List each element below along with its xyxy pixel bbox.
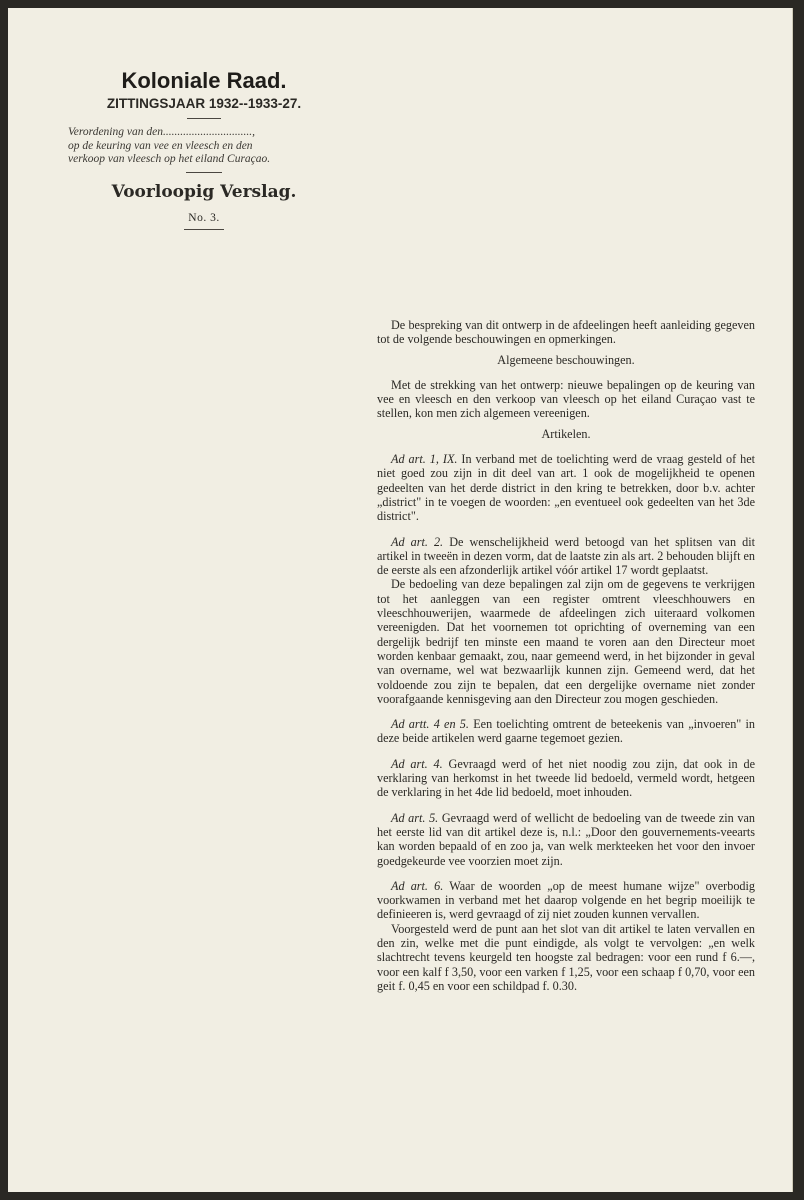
article-text: Waar de woorden „op de meest humane wijze" overbodig voorkwamen in verband met het daarop volgende en het begrip moeilijk te definieeren is, werd gevraagd of zij niet zouden kunnen vervallen. (377, 878, 755, 922)
article-paragraph (377, 879, 755, 922)
article-reference: Ad art. 4. (391, 756, 443, 771)
subject-line: verkoop van vleesch op het eiland Curaçao. (68, 153, 271, 165)
article-paragraph (377, 452, 755, 523)
divider (184, 229, 224, 230)
article-text: Een toelichting omtrent de beteekenis van „invoeren" in deze beide artikelen werd gaarne tegemoet gezien. (377, 717, 756, 746)
section-heading-articles: Artikelen. (541, 426, 591, 441)
divider (186, 172, 222, 173)
article-reference: Ad art. 5. (391, 810, 439, 825)
section-heading-general: Algemeene beschouwingen. (497, 352, 635, 367)
report-title: Voorloopig Verslag. (111, 181, 297, 202)
article-continuation: Voorgesteld werd de punt aan het slot van dit artikel te laten vervallen en den zin, welke met die punt eindigde, als volgt te vervolgen: „en welk slachtrecht tevens keurgeld ten hoogste zal bedragen: voor een rund f 6.—, voor een kalf f 3,50, voor een varken f 1,25, voor een schaap f 0,70, voor een geit f. 0,45 en voor een schildpad f. 0.30. (377, 921, 755, 993)
ordinance-subject (66, 126, 342, 167)
article-paragraph (377, 811, 755, 868)
article-reference: Ad artt. 4 en 5. (391, 717, 469, 732)
general-paragraph: Met de strekking van het ontwerp: nieuwe bepalingen op de keuring van vee en vleesch en den verkoop van vleesch op het eiland Curaçao vast te stellen, kon men zich algemeen vereenigen. (377, 377, 755, 421)
article-text: Gevraagd werd of het niet noodig zou zijn, dat ook in de verklaring van herkomst in het tweede lid bedoeld, vermeld wordt, hetgeen de verklaring in het 4de lid bedoeld, moet inhouden. (377, 756, 756, 800)
subject-line: op de keuring van vee en vleesch en den (68, 139, 253, 152)
subject-line: Verordening van den..............................., (68, 126, 255, 138)
article-continuation: De bedoeling van deze bepalingen zal zijn om de gegevens te verkrijgen tot het aanleggen van een register omtrent vleeschhouwers en vleeschhouwerijen, waarmede de afdeelingen zich uiteraard volkomen vereenigden. Dat het voornemen tot oprichting of overneming van een dergelijk bedrijf ten minste een maand te voren aan den Directeur moet worden kenbaar gemaakt, zou, naar gemeend werd, in het bijzonder in geval van overname, wel wat bezwaarlijk kunnen zijn. Gemeend werd, dat het voldoende zou zijn te bepalen, dat een dergelijke overname niet zonder voorafgaande kennisgeving aan den Directeur zou mogen geschieden. (377, 577, 755, 706)
report-body (377, 318, 755, 993)
council-title: Koloniale Raad. (121, 68, 287, 93)
session-year: ZITTINGSJAAR 1932--1933-27. (106, 96, 302, 111)
article-reference: Ad art. 6. (391, 878, 444, 893)
divider (187, 118, 221, 119)
document-page (8, 8, 793, 1192)
report-number: No. 3. (188, 211, 220, 224)
article-text: Gevraagd werd of wellicht de bedoeling van de tweede zin van het eerste lid van dit artikel deze is, n.l.: „Door den gouvernements-veearts kan worden bepaald of en zoo ja, van welk merkteeken het voor den invoer goedgekeurde vee voorzien moet zijn. (377, 810, 755, 868)
article-text: In verband met de toelichting werd de vraag gesteld of het niet goed zou zijn in dit deel van art. 1 ook de mogelijkheid te openen gedeelten van het derde district in den kring te betrekken, door b.v. achter „district" in te voegen de woorden: „en eventueel ook gedeelten van het 3de district". (377, 452, 755, 524)
article-paragraph (377, 717, 755, 746)
article-paragraph (377, 757, 755, 800)
document-header (66, 68, 342, 230)
article-paragraph (377, 535, 755, 578)
article-text: De wenschelijkheid werd betoogd van het splitsen van dit artikel in tweeën in dezen vorm, dat de laatste zin als art. 2 behouden blijft en de eerste als een afzonderlijk artikel vóór artikel 17 wordt geplaatst. (377, 534, 756, 578)
intro-paragraph: De bespreking van dit ontwerp in de afdeelingen heeft aanleiding gegeven tot de volgende beschouwingen en opmerkingen. (377, 318, 755, 347)
article-reference: Ad art. 1, IX. (391, 452, 458, 467)
article-reference: Ad art. 2. (391, 534, 444, 549)
